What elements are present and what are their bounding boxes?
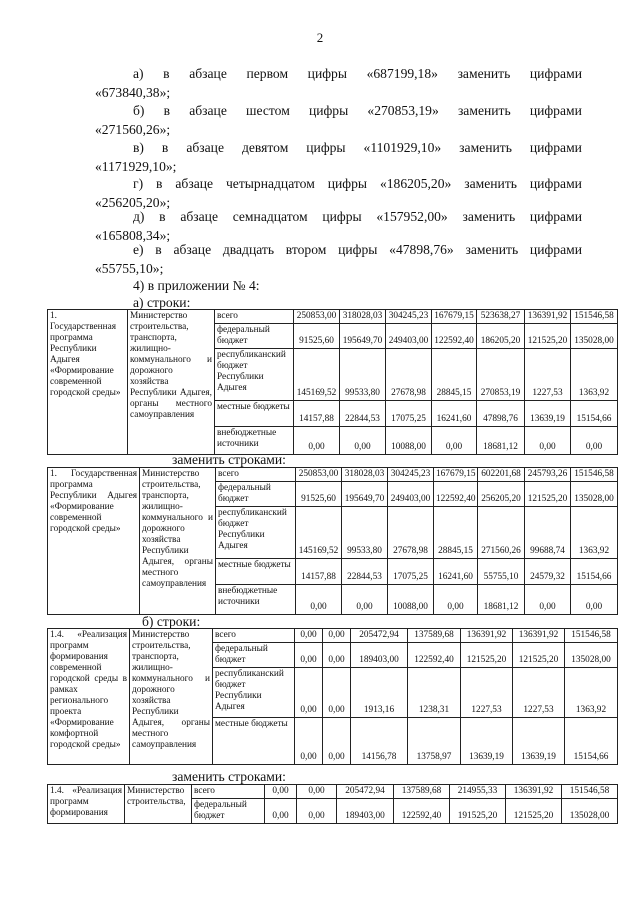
ministry-cell: Министерство строительства, [125, 785, 192, 824]
value-cell: 13639,19 [525, 401, 571, 427]
value-cell: 523638,27 [477, 310, 525, 324]
table-row [48, 629, 618, 643]
value-cell: 27678,98 [388, 507, 434, 559]
paragraph-line-1 [95, 240, 582, 259]
word: абзаце [186, 140, 224, 155]
value-cell: 14157,88 [296, 559, 342, 585]
value-cell: 122592,40 [408, 643, 461, 668]
heading-replace-2: заменить строками: [172, 769, 286, 784]
word: заменить [457, 103, 511, 118]
word: абзаце [173, 242, 212, 257]
ministry-cell: Министерство строительства, транспорта, жилищно-коммунального и дорожного хозяйства Республики Адыгея, органы местного самоуправления [130, 629, 213, 765]
value-cell: 151546,58 [562, 785, 618, 799]
word: цифрами [529, 242, 582, 257]
value-cell: 0,00 [525, 585, 571, 615]
value-cell: 1913,16 [351, 668, 408, 718]
value-cell: 214955,33 [450, 785, 506, 799]
word: в [163, 103, 171, 118]
value-cell: 15154,66 [571, 559, 618, 585]
source-cell: всего [192, 785, 265, 799]
value-cell: 122592,40 [434, 482, 478, 507]
source-cell: местные бюджеты [216, 559, 296, 585]
value-cell: 249403,00 [388, 482, 434, 507]
value-cell: 151546,58 [571, 310, 618, 324]
ministry-cell: Министерство строительства, транспорта, жилищно-коммунального и дорожного хозяйства Республики Адыгея, органы местного самоуправления [128, 310, 215, 455]
word: цифрами [529, 140, 582, 155]
paragraph-line-2: «165808,34»; [95, 228, 171, 243]
value-cell: 151546,58 [571, 468, 618, 482]
value-cell: 17075,25 [386, 401, 432, 427]
value-cell: 0,00 [434, 585, 478, 615]
value-cell: 14157,88 [294, 401, 340, 427]
word: «687199,18» [366, 66, 438, 81]
word: цифры [322, 209, 362, 224]
value-cell: 136391,92 [513, 629, 565, 643]
word: семнадцатом [232, 209, 308, 224]
program-cell: 1.4. «Реализация программ формирования [48, 785, 125, 824]
paragraph-line-1 [95, 101, 582, 120]
value-cell: 135028,00 [562, 799, 618, 824]
word: цифрами [529, 66, 582, 81]
heading-b: б) строки: [142, 614, 201, 629]
table-row [48, 785, 618, 799]
value-cell: 14156,78 [351, 718, 408, 765]
word: шестом [246, 103, 290, 118]
value-cell: 18681,12 [477, 427, 525, 455]
value-cell: 0,00 [432, 427, 477, 455]
word: абзаце [189, 66, 227, 81]
value-cell: 18681,12 [478, 585, 525, 615]
program-cell: 1. Государственная программа Республики Адыгея «Формирование современной городской среды» [48, 468, 140, 615]
value-cell: 22844,53 [342, 559, 388, 585]
source-cell: всего [216, 468, 296, 482]
word: девятом [241, 140, 289, 155]
word: в) [133, 140, 144, 155]
source-cell: всего [215, 310, 294, 324]
value-cell: 0,00 [323, 629, 351, 643]
paragraph-line-1 [95, 64, 582, 83]
word: цифрами [529, 103, 582, 118]
value-cell: 13639,19 [461, 718, 513, 765]
value-cell: 0,00 [323, 668, 351, 718]
value-cell: 1227,53 [513, 668, 565, 718]
value-cell: 189403,00 [351, 643, 408, 668]
source-cell: внебюджетные источники [215, 427, 294, 455]
word: в [163, 66, 170, 81]
value-cell: 10088,00 [388, 585, 434, 615]
value-cell: 195649,70 [340, 324, 386, 349]
word: цифры [307, 66, 347, 81]
value-cell: 137589,68 [408, 629, 461, 643]
word: г) [133, 176, 144, 191]
paragraph-line-2: «271560,26»; [95, 122, 171, 137]
program-cell: 1. Государственная программа Республики Адыгея «Формирование современной городской среды» [48, 310, 128, 455]
paragraph-line-2: «1171929,10»; [95, 159, 177, 174]
word: абзаце [175, 176, 214, 191]
value-cell: 249403,00 [386, 324, 432, 349]
value-cell: 16241,60 [434, 559, 478, 585]
value-cell: 0,00 [323, 643, 351, 668]
word: двадцать [222, 242, 275, 257]
word: заменить [465, 242, 519, 257]
word: цифрами [529, 176, 582, 191]
value-cell: 167679,15 [434, 468, 478, 482]
value-cell: 121525,20 [461, 643, 513, 668]
value-cell: 0,00 [295, 668, 323, 718]
value-cell: 1363,92 [571, 507, 618, 559]
value-cell: 135028,00 [565, 643, 618, 668]
word: «47898,76» [389, 242, 454, 257]
word: «157952,00» [376, 209, 448, 224]
word: абзаце [189, 103, 227, 118]
word: заменить [459, 140, 512, 155]
value-cell: 0,00 [296, 585, 342, 615]
table-original-a [47, 309, 618, 455]
source-cell: федеральный бюджет [216, 482, 296, 507]
value-cell: 318028,03 [340, 310, 386, 324]
amendment-paragraph [95, 240, 582, 278]
value-cell: 0,00 [525, 427, 571, 455]
value-cell: 304245,23 [386, 310, 432, 324]
value-cell: 13758,97 [408, 718, 461, 765]
word: четырнадцатом [225, 176, 315, 191]
paragraph-line-2: «256205,20»; [95, 195, 171, 210]
value-cell: 1363,92 [565, 668, 618, 718]
word: д) [133, 209, 145, 224]
value-cell: 136391,92 [461, 629, 513, 643]
value-cell: 318028,03 [342, 468, 388, 482]
value-cell: 121525,20 [513, 643, 565, 668]
value-cell: 135028,00 [571, 324, 618, 349]
value-cell: 191525,20 [450, 799, 506, 824]
value-cell: 0,00 [295, 718, 323, 765]
word: б) [133, 103, 145, 118]
source-cell: федеральный бюджет [215, 324, 294, 349]
value-cell: 16241,60 [432, 401, 477, 427]
source-cell: республиканский бюджет Республики Адыгея [213, 668, 295, 718]
value-cell: 99533,80 [340, 349, 386, 401]
value-cell: 47898,76 [477, 401, 525, 427]
amendment-paragraph [95, 101, 582, 139]
word: в [156, 176, 163, 191]
value-cell: 0,00 [342, 585, 388, 615]
value-cell: 250853,00 [294, 310, 340, 324]
value-cell: 136391,92 [525, 310, 571, 324]
value-cell: 122592,40 [394, 799, 450, 824]
source-cell: местные бюджеты [215, 401, 294, 427]
table-replacement-b [47, 784, 618, 824]
value-cell: 195649,70 [342, 482, 388, 507]
value-cell: 145169,52 [294, 349, 340, 401]
source-cell: республиканский бюджет Республики Адыгея [215, 349, 294, 401]
source-cell: федеральный бюджет [213, 643, 295, 668]
value-cell: 17075,25 [388, 559, 434, 585]
value-cell: 0,00 [571, 427, 618, 455]
word: цифры [306, 140, 346, 155]
ministry-cell: Министерство строительства, транспорта, жилищно-коммунального и дорожного хозяйства Республики Адыгея, органы местного самоуправления [140, 468, 216, 615]
heading-a: а) строки: [133, 295, 191, 310]
value-cell: 1227,53 [525, 349, 571, 401]
paragraph-line-1 [95, 138, 582, 157]
source-cell: внебюджетные источники [216, 585, 296, 615]
value-cell: 135028,00 [571, 482, 618, 507]
value-cell: 55755,10 [478, 559, 525, 585]
word: в [159, 209, 166, 224]
value-cell: 99688,74 [525, 507, 571, 559]
value-cell: 250853,00 [296, 468, 342, 482]
source-cell: федеральный бюджет [192, 799, 265, 824]
word: цифры [308, 103, 349, 118]
value-cell: 122592,40 [432, 324, 477, 349]
paragraph-line-2: «55755,10»; [95, 261, 164, 276]
word: заменить [464, 176, 517, 191]
paragraph-line-1 [95, 207, 582, 226]
value-cell: 1238,31 [408, 668, 461, 718]
value-cell: 15154,66 [565, 718, 618, 765]
value-cell: 271560,26 [478, 507, 525, 559]
value-cell: 0,00 [571, 585, 618, 615]
word: а) [133, 66, 144, 81]
paragraph-line-2: «673840,38»; [95, 85, 171, 100]
word: втором [285, 242, 327, 257]
word: е) [133, 242, 144, 257]
word: в [155, 242, 162, 257]
value-cell: 0,00 [297, 799, 337, 824]
value-cell: 13639,19 [513, 718, 565, 765]
table-row [48, 468, 618, 482]
value-cell: 28845,15 [432, 349, 477, 401]
paragraph-line-1 [95, 174, 582, 193]
value-cell: 145169,52 [296, 507, 342, 559]
word: в [161, 140, 169, 155]
value-cell: 99533,80 [342, 507, 388, 559]
value-cell: 189403,00 [337, 799, 394, 824]
value-cell: 0,00 [294, 427, 340, 455]
word: абзаце [180, 209, 218, 224]
value-cell: 1363,92 [571, 349, 618, 401]
page-number: 2 [316, 30, 324, 45]
appendix-line: 4) в приложении № 4: [133, 278, 260, 293]
word: «1101929,10» [363, 140, 442, 155]
value-cell: 205472,94 [337, 785, 394, 799]
value-cell: 136391,92 [506, 785, 562, 799]
value-cell: 28845,15 [434, 507, 478, 559]
value-cell: 245793,26 [525, 468, 571, 482]
value-cell: 0,00 [295, 643, 323, 668]
word: первом [246, 66, 289, 81]
value-cell: 27678,98 [386, 349, 432, 401]
value-cell: 186205,20 [477, 324, 525, 349]
value-cell: 0,00 [297, 785, 337, 799]
value-cell: 0,00 [265, 799, 297, 824]
word: «186205,20» [379, 176, 452, 191]
word: заменить [457, 66, 511, 81]
heading-replace-1: заменить строками: [172, 452, 286, 467]
value-cell: 304245,23 [388, 468, 434, 482]
value-cell: 15154,66 [571, 401, 618, 427]
word: цифрами [529, 209, 582, 224]
amendment-paragraph [95, 138, 582, 176]
value-cell: 151546,58 [565, 629, 618, 643]
word: цифры [327, 176, 368, 191]
amendment-paragraph [95, 64, 582, 102]
value-cell: 24579,32 [525, 559, 571, 585]
table-row [48, 310, 618, 324]
source-cell: всего [213, 629, 295, 643]
value-cell: 1227,53 [461, 668, 513, 718]
value-cell: 137589,68 [394, 785, 450, 799]
source-cell: местные бюджеты [213, 718, 295, 765]
word: заменить [462, 209, 516, 224]
value-cell: 602201,68 [478, 468, 525, 482]
value-cell: 10088,00 [386, 427, 432, 455]
word: «270853,19» [367, 103, 439, 118]
word: цифры [338, 242, 378, 257]
value-cell: 121525,20 [525, 324, 571, 349]
source-cell: республиканский бюджет Республики Адыгея [216, 507, 296, 559]
value-cell: 121525,20 [525, 482, 571, 507]
value-cell: 270853,19 [477, 349, 525, 401]
table-original-b [47, 628, 618, 765]
value-cell: 121525,20 [506, 799, 562, 824]
value-cell: 91525,60 [294, 324, 340, 349]
value-cell: 0,00 [295, 629, 323, 643]
value-cell: 91525,60 [296, 482, 342, 507]
value-cell: 205472,94 [351, 629, 408, 643]
value-cell: 0,00 [340, 427, 386, 455]
value-cell: 167679,15 [432, 310, 477, 324]
value-cell: 0,00 [265, 785, 297, 799]
value-cell: 22844,53 [340, 401, 386, 427]
table-replacement-a [47, 467, 618, 615]
value-cell: 0,00 [323, 718, 351, 765]
value-cell: 256205,20 [478, 482, 525, 507]
program-cell: 1.4. «Реализация программ формирования современной городской среды в рамках регионального проекта «Формирование комфортной городской среды» [48, 629, 130, 765]
